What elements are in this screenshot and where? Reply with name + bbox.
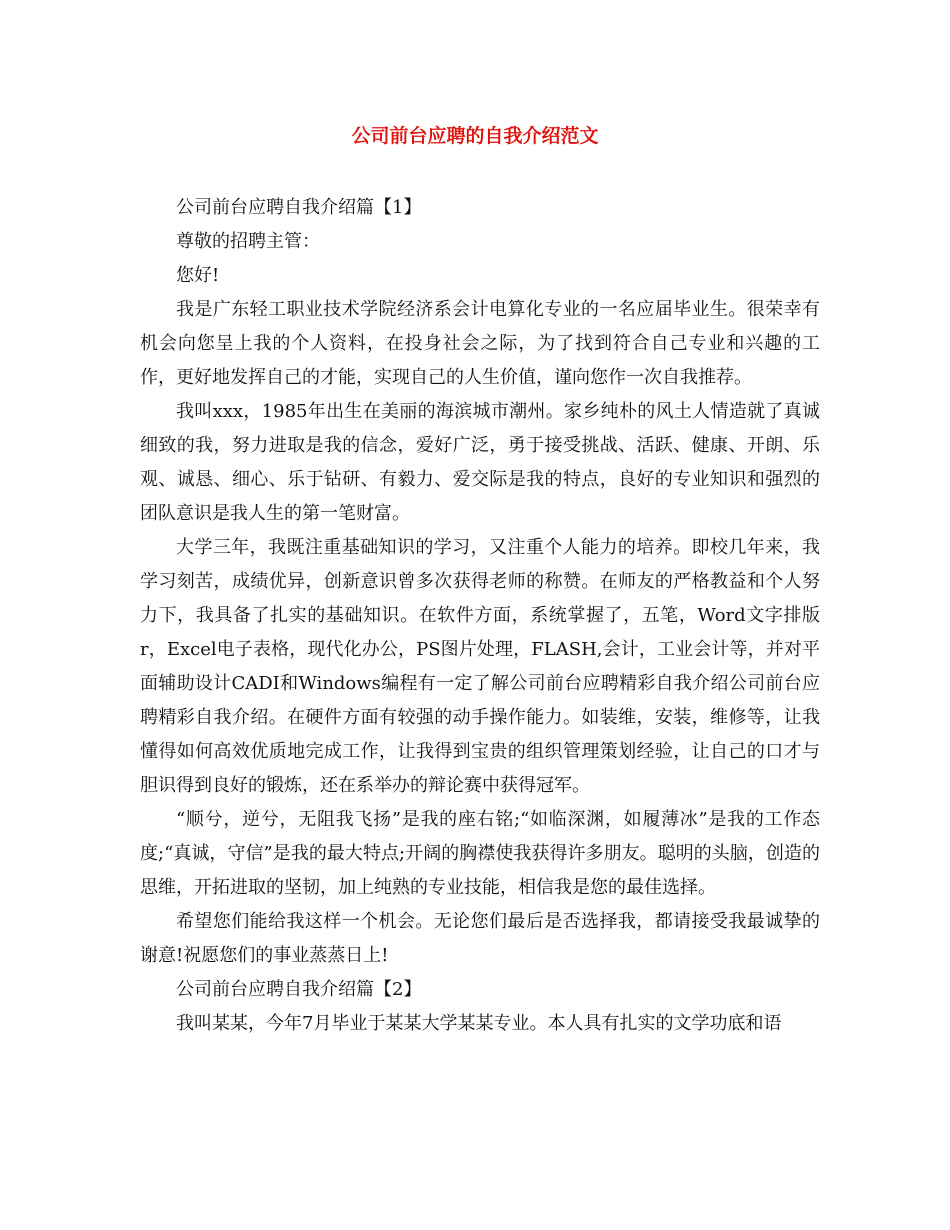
- paragraph-education: 大学三年，我既注重基础知识的学习，又注重个人能力的培养。即校几年来，我学习刻苦，成绩优异，创新意识曾多次获得老师的称赞。在师友的严格教益和个人努力下，我具备了扎实的基础知识。在软件方面，系统掌握了，五笔，Word文字排版r，Excel电子表格，现代化办公，PS图片处理，FLASH,会计，工业会计等，并对平面辅助设计CADI和Windows编程有一定了解公司前台应聘精彩自我介绍公司前台应聘精彩自我介绍。在硬件方面有较强的动手操作能力。如装维，安装，维修等，让我懂得如何高效优质地完成工作，让我得到宝贵的组织管理策划经验，让自己的口才与胆识得到良好的锻炼，还在系举办的辩论赛中获得冠军。: [140, 537, 820, 796]
- paragraph-closing: 希望您们能给我这样一个机会。无论您们最后是否选择我，都请接受我最诚挚的谢意!祝愿您们的事业蒸蒸日上!: [140, 911, 820, 966]
- section-heading-1: 公司前台应聘自我介绍篇【1】: [176, 197, 422, 218]
- document-title: 公司前台应聘的自我介绍范文: [351, 125, 599, 147]
- section-heading-2: 公司前台应聘自我介绍篇【2】: [176, 979, 422, 1000]
- paragraph-motto: “顺兮，逆兮，无阻我飞扬”是我的座右铭;“如临深渊，如履薄冰”是我的工作态度;“真诚，守信”是我的最大特点;开阔的胸襟使我获得许多朋友。聪明的头脑，创造的思维，开拓进取的坚韧，加上纯熟的专业技能，相信我是您的最佳选择。: [140, 809, 820, 898]
- paragraph-section-2: 我叫某某，今年7月毕业于某某大学某某专业。本人具有扎实的文学功底和语: [176, 1013, 782, 1034]
- paragraph-intro: 我是广东轻工职业技术学院经济系会计电算化专业的一名应届毕业生。很荣幸有机会向您呈上我的个人资料，在投身社会之际，为了找到符合自己专业和兴趣的工作，更好地发挥自己的才能，实现自己的人生价值，谨向您作一次自我推荐。: [140, 299, 820, 388]
- document-body: [140, 191, 820, 1041]
- paragraph-personal: 我叫xxx，1985年出生在美丽的海滨城市潮州。家乡纯朴的风土人情造就了真诚细致的我，努力进取是我的信念，爱好广泛，勇于接受挑战、活跃、健康、开朗、乐观、诚恳、细心、乐于钻研、有毅力、爱交际是我的特点，良好的专业知识和强烈的团队意识是我人生的第一笔财富。: [140, 401, 820, 524]
- greeting: 您好!: [176, 265, 220, 286]
- salutation: 尊敬的招聘主管：: [176, 231, 320, 252]
